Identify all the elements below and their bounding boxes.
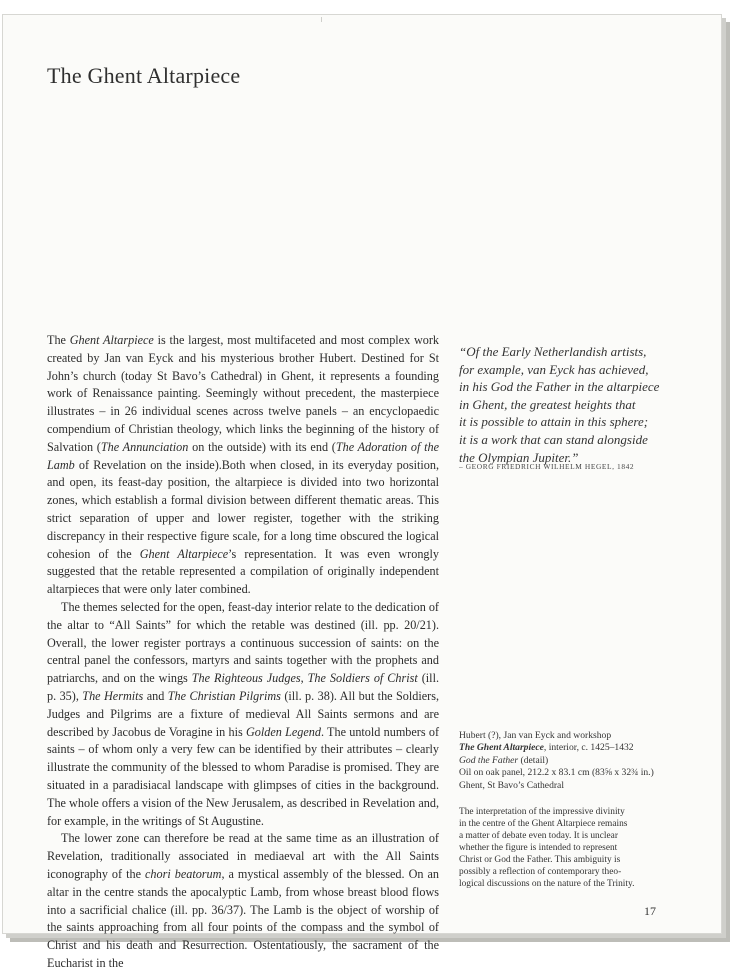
italic-title: Golden Legend — [245, 724, 321, 739]
quote-line: in Ghent, the greatest heights that — [459, 396, 636, 412]
italic-title: Ghent Altarpiece — [139, 546, 229, 561]
caption-work — [459, 742, 689, 754]
interp-line: a matter of debate even today. It is unclear — [459, 831, 618, 841]
fold-mark — [321, 17, 322, 22]
interp-line: whether the figure is intended to represent — [459, 843, 618, 853]
interp-line: The interpretation of the impressive divinity — [459, 807, 625, 817]
caption-detail — [459, 755, 689, 767]
quote-line: it is possible to attain in this sphere; — [459, 414, 649, 430]
body-paragraph-1: The Ghent Altarpiece is the largest, most multifaceted and most complex work created by Jan van Eyck and his mysterious brother Hubert. Destined for St John’s church (today St Bavo’s Cathedral) in Ghent, it represents a founding work of Renaissance painting. Seemingly without precedent, the masterpiece illustrates – in 26 individual scenes across twelve panels – an encyclopaedic compendium of Christian theology, which links the beginning of the history of Salvation (The Annunciation on the outside) with its end (The Adoration of the Lamb of Revelation on the inside).Both when closed, in its everyday position, and open, its feast-day position, the altarpiece is divided into two horizontal zones, which establish a formal division between different thematic areas. This strict separation of upper and lower register, together with the striking discrepancy in their respective figure scale, for a long time obscured the logical cohesion of the Ghent Altarpiece’s representation. It was even wrongly suggested that the retable represented a compilation of originally independent altarpieces that were only later combined. — [47, 333, 439, 597]
quote-line: the Olympian Jupiter.” — [459, 449, 579, 465]
quote-line: in his God the Father in the altarpiece — [459, 379, 660, 395]
hegel-quote — [459, 343, 689, 466]
interpretation-note — [459, 806, 659, 890]
italic-title: The Hermits — [82, 688, 144, 703]
quote-line: it is a work that can stand alongside — [459, 431, 648, 447]
interp-line — [459, 818, 659, 830]
caption-work-date: , interior, c. 1425–1432 — [543, 742, 634, 754]
body-text — [47, 332, 439, 973]
quote-author: – GEORG FRIEDRICH WILHELM HEGEL, 1842 — [459, 462, 635, 471]
interp-italic: Ghent Altarpiece — [531, 819, 596, 829]
italic-title: The Annunciation — [100, 439, 189, 454]
interp-text: in the centre of the — [459, 819, 532, 829]
caption-medium: Oil on oak panel, 212.2 x 83.1 cm (83⅝ x 32¾ in.) — [459, 767, 654, 779]
interp-line: Christ or God the Father. This ambiguity is — [459, 855, 621, 865]
interp-line: logical discussions on the nature of the Trinity. — [459, 879, 635, 889]
body-paragraph-2: The themes selected for the open, feast-day interior relate to the dedication of the altar to “All Saints” for which the retable was destined (ill. pp. 20/21). Overall, the lower register portrays a continuous succession of saints: on the central panel the confessors, martyrs and saints together with the prophets and patriarchs, and on the wings The Righteous Judges, The Soldiers of Christ (ill. p. 35), The Hermits and The Christian Pilgrims (ill. p. 38). All but the Soldiers, Judges and Pilgrims are a fixture of medieval All Saints sermons and are described by Jacobus de Voragine in his Golden Legend. The untold numbers of saints – of whom only a very few can be identified by their attributes – clearly illustrate the community of the blessed to whom Paradise is promised. They are situated in a paradisiacal landscape with glimpses of cities in the background. The whole offers a vision of the New Jerusalem, as described in Revelation and, for example, in the writings of St Augustine. — [47, 599, 440, 828]
image-caption — [459, 730, 689, 792]
italic-title: The Righteous Judges — [191, 671, 301, 686]
italic-title: chori beatorum — [145, 866, 222, 881]
italic-title: The Christian Pilgrims — [167, 688, 281, 703]
caption-detail-title: God the Father — [459, 754, 519, 766]
caption-location: Ghent, St Bavo’s Cathedral — [459, 779, 564, 791]
quote-line: for example, van Eyck has achieved, — [459, 361, 649, 377]
italic-title: The Soldiers of Christ — [307, 671, 418, 686]
page-number: 17 — [644, 904, 656, 918]
interp-text: remains — [595, 819, 628, 829]
quote-line: “Of the Early Netherlandish artists, — [459, 344, 647, 359]
italic-title: Ghent Altarpiece — [69, 333, 154, 347]
caption-work-title: The Ghent Altarpiece — [459, 742, 544, 754]
interp-line: possibly a reflection of contemporary theo- — [459, 867, 622, 877]
body-paragraph-3: The lower zone can therefore be read at the same time as an illustration of Revelation, traditionally associated in mediaeval art with the All Saints iconography of the chori beatorum, a mystical assembly of the blessed. On an altar in the centre stands the apocalyptic Lamb, from whose breast blood flows into a sacrificial chalice (ill. pp. 36/37). The Lamb is the object of worship of the saints approaching from all four points of the compass and the symbol of Christ and his death and Resurrection. Ostentatiously, the sacrament of the Eucharist in the — [47, 831, 439, 970]
book-page — [2, 14, 722, 970]
caption-artist: Hubert (?), Jan van Eyck and workshop — [459, 730, 612, 741]
caption-detail-note: (detail) — [518, 754, 549, 766]
page-title: The Ghent Altarpiece — [47, 63, 241, 88]
italic-title: The Adoration of the Lamb — [47, 439, 439, 472]
